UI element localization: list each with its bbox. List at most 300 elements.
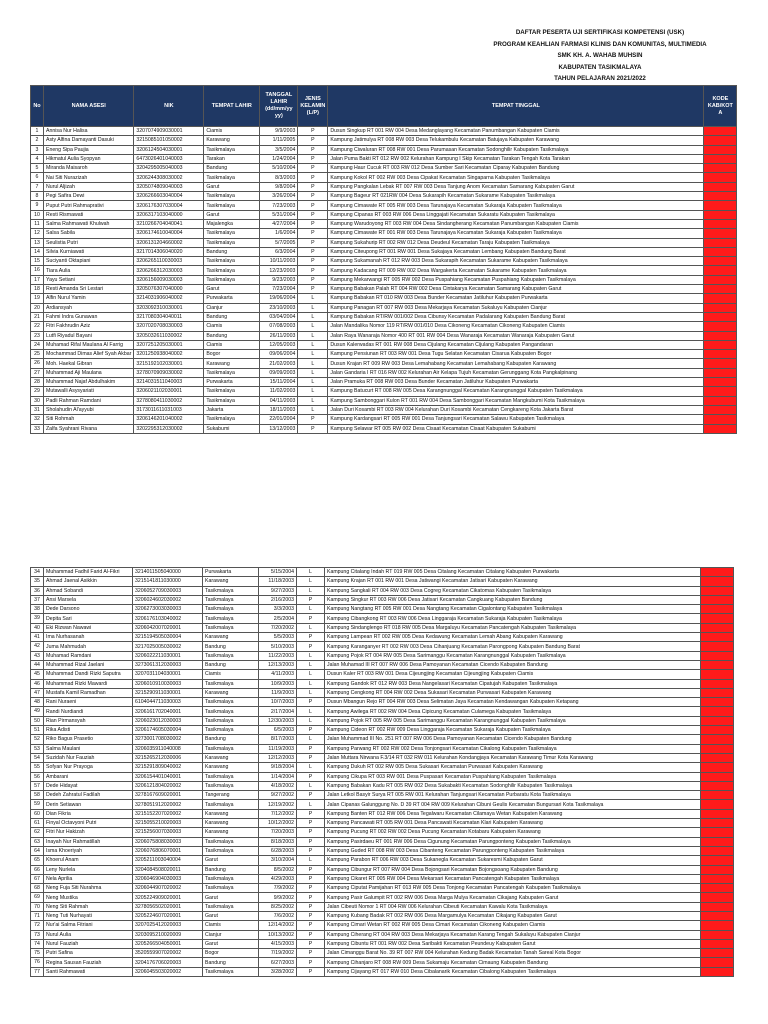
table-row <box>31 424 737 433</box>
cell-jenis-kelamin: P <box>297 772 325 781</box>
cell-no: 14 <box>31 247 44 256</box>
cell-tempat-tinggal: Dusun Mbangun Rejo RT 004 RW 003 Desa Selimatan Jaya Kecamatan Kendawangan Kabupaten Ketapang <box>325 698 701 707</box>
table-row <box>31 173 737 182</box>
table-row <box>31 967 734 976</box>
cell-tempat-tinggal: Kampung Cimari Wetan RT 002 RW 005 Desa Cimari Kecamatan Cikoneng Kabupaten Ciamis <box>325 921 701 930</box>
cell-tempat-lahir: Tasikmalaya <box>203 846 259 855</box>
cell-no: 52 <box>31 735 44 744</box>
cell-nik: 3207251205030001 <box>134 340 204 349</box>
cell-tempat-tinggal: Jalan Muhamad III RT 007 RW 006 Desa Pamoyanan Kecamatan Cicendo Kabupaten Bandung <box>325 660 701 669</box>
cell-nik: 3205211003040004 <box>133 856 203 865</box>
cell-no: 11 <box>31 219 44 228</box>
cell-no: 36 <box>31 586 44 595</box>
cell-tempat-lahir: Karawang <box>203 688 259 697</box>
cell-tanggal-lahir: 26/11/2003 <box>260 331 298 340</box>
cell-nik: 3206146201040002 <box>134 415 204 424</box>
cell-tempat-lahir: Bandung <box>203 735 259 744</box>
participants-table-2 <box>30 567 734 977</box>
cell-no: 51 <box>31 726 44 735</box>
cell-nama: Isma Khoeriyah <box>44 846 133 855</box>
cell-nama: Pegi Safira Dewi <box>44 192 134 201</box>
cell-no: 38 <box>31 605 44 614</box>
table-row <box>31 939 734 948</box>
cell-nama: Padli Rahman Ramdani <box>44 396 134 405</box>
table-row <box>31 949 734 958</box>
table-row <box>31 340 737 349</box>
cell-kode <box>704 378 737 387</box>
cell-tanggal-lahir: 9/9/2002 <box>259 893 297 902</box>
cell-nama: Rika Adisti <box>44 726 133 735</box>
cell-nik: 3206317103040000 <box>134 210 204 219</box>
cell-nik: 3207074909030001 <box>134 127 204 136</box>
cell-kode <box>701 595 734 604</box>
cell-tanggal-lahir: 3/10/2004 <box>259 856 297 865</box>
cell-jenis-kelamin: P <box>297 921 325 930</box>
cell-tempat-tinggal: Dusun Kalerwadas RT 001 RW 008 Desa Cijulang Kecamatan Cijulang Kabupaten Pangandaran <box>328 340 704 349</box>
cell-tempat-tinggal: Kampung Parwang RT 002 RW 002 Desa Tonjongsari Kecamatan Cikalong Kabupaten Tasikmalaya <box>325 744 701 753</box>
cell-tempat-tinggal: Kampung Cibungur RT 007 RW 004 Desa Bojongsari Kecamatan Bojongsoang Kabupaten Bandung <box>325 865 701 874</box>
cell-tempat-lahir: Ciamis <box>204 340 260 349</box>
cell-kode <box>704 368 737 377</box>
cell-nik: 3173011611031003 <box>134 405 204 414</box>
cell-kode <box>704 387 737 396</box>
cell-jenis-kelamin: L <box>297 660 325 669</box>
cell-kode <box>701 930 734 939</box>
cell-no: 73 <box>31 930 44 939</box>
cell-no: 67 <box>31 874 44 883</box>
cell-jenis-kelamin: L <box>298 350 328 359</box>
cell-no: 61 <box>31 819 44 828</box>
cell-no: 71 <box>31 911 44 920</box>
cell-kode <box>704 257 737 266</box>
cell-nik: 3520559907020002 <box>133 949 203 958</box>
cell-tanggal-lahir: 8/5/2002 <box>259 865 297 874</box>
cell-tempat-lahir: Tasikmalaya <box>204 266 260 275</box>
cell-nama: Ahmad Jaenal Asikkin <box>44 577 133 586</box>
cell-tanggal-lahir: 15/11/2004 <box>260 378 298 387</box>
cell-tempat-lahir: Garut <box>204 182 260 191</box>
cell-tanggal-lahir: 5/15/2004 <box>259 568 297 577</box>
cell-tempat-tinggal: Kampung Bageur RT 021RW 004 Desa Sukarapih Kecamatan Sukarame Kabupaten Tasikmalaya <box>328 192 704 201</box>
cell-tempat-lahir: Tasikmalaya <box>203 623 259 632</box>
cell-kode <box>701 856 734 865</box>
table-row <box>31 605 734 614</box>
cell-jenis-kelamin: L <box>297 651 325 660</box>
cell-tempat-tinggal: Kampung Citeupong RT 001 RW 001 Desa Sukajaya Kecamatan Lembang Kabupaten Bandung Barat <box>328 247 704 256</box>
cell-tempat-tinggal: Kampung Gandok RT 012 RW 003 Desa Nangelasari Kecamatan Cipatujah Kabupaten Tasikmalaya <box>325 679 701 688</box>
cell-kode <box>704 201 737 210</box>
cell-kode <box>701 846 734 855</box>
cell-no: 40 <box>31 623 44 632</box>
table-row <box>31 568 734 577</box>
col-jenis-kelamin: JENIS KELAMIN (L/P) <box>298 86 328 127</box>
cell-kode <box>701 633 734 642</box>
cell-jenis-kelamin: P <box>298 415 328 424</box>
cell-nik: 3207025412020003 <box>133 921 203 930</box>
cell-nama: Nurul Aljizah <box>44 182 134 191</box>
cell-kode <box>701 586 734 595</box>
cell-nama: Ansi Marsela <box>44 595 133 604</box>
cell-no: 45 <box>31 670 44 679</box>
cell-nik: 3273061312030003 <box>133 660 203 669</box>
cell-tempat-tinggal: Jalan Cimanggu Barat No. 39 RT 007 RW 004 Kelurahan Kedung Badak Kecamatan Tanah Sareal Kota Bogor <box>325 949 701 958</box>
cell-nik: 3206131204660002 <box>134 238 204 247</box>
cell-tempat-tinggal: Jalan Gandaria I RT 016 RW 002 Kelurahan Air Kelapa Tujuh Kecamatan Gerunggang Kota Pangkalpinang <box>328 368 704 377</box>
cell-tempat-tinggal: Kampung Pangkalan Lebak RT 007 RW 003 Desa Tanjung Anom Kecamatan Samarang Kabupaten Garut <box>328 182 704 191</box>
cell-jenis-kelamin: L <box>297 586 325 595</box>
cell-tempat-tinggal: Jalan Muttara Nirwana F.3/14 RT 032 RW 011 Kelurahan Kondangjaya Kecamatan Karawang Timur Kota Karawang <box>325 753 701 762</box>
cell-tempat-tinggal: Kampung Sangkali RT 004 RW 003 Desa Cogreg Kecamatan Cikatomas Kabupaten Tasikmalaya <box>325 586 701 595</box>
cell-no: 68 <box>31 884 44 893</box>
cell-nik: 3210266704040041 <box>134 219 204 228</box>
table-row <box>31 595 734 604</box>
cell-jenis-kelamin: P <box>298 247 328 256</box>
cell-no: 17 <box>31 275 44 284</box>
cell-tempat-tinggal: Kampung Haur Cucuk RT 003 RW 012 Desa Sumber Sari Kecamatan Ciparay Kabupaten Bandung <box>328 164 704 173</box>
cell-tempat-lahir: Cianjur <box>204 303 260 312</box>
cell-tempat-tinggal: Jalan Puma Bakti RT 012 RW 002 Kelurahan Kampung I Skip Kecamatan Tarakan Tengah Kota Tarakan <box>328 154 704 163</box>
cell-nik: 3204084508020011 <box>133 865 203 874</box>
cell-tempat-lahir: Cianjur <box>203 930 259 939</box>
cell-tanggal-lahir: 6/27/2003 <box>259 958 297 967</box>
cell-nik: 3202295312030002 <box>134 424 204 433</box>
cell-tanggal-lahir: 8/3/2003 <box>260 173 298 182</box>
cell-jenis-kelamin: P <box>297 753 325 762</box>
cell-tempat-lahir: Sukabumi <box>204 424 260 433</box>
cell-tanggal-lahir: 12/23/2003 <box>260 266 298 275</box>
cell-nik: 3206076806070001 <box>133 846 203 855</box>
cell-no: 13 <box>31 238 44 247</box>
cell-no: 57 <box>31 781 44 790</box>
header-line-1: DAFTAR PESERTA UJI SERTIFIKASI KOMPETENSI (USK) <box>515 29 685 36</box>
cell-tempat-lahir: Tasikmalaya <box>203 800 259 809</box>
cell-nik: 3205224909020001 <box>133 893 203 902</box>
table-row <box>31 837 734 846</box>
cell-tanggal-lahir: 1/24/2004 <box>260 154 298 163</box>
cell-kode <box>704 127 737 136</box>
cell-jenis-kelamin: L <box>298 396 328 405</box>
table-row <box>31 753 734 762</box>
cell-tempat-tinggal: Kampung Singkur RT 003 RW 006 Desa Jatisari Kecamatan Cangkuang Kabupaten Bandung <box>325 595 701 604</box>
cell-kode <box>704 405 737 414</box>
cell-jenis-kelamin: P <box>297 698 325 707</box>
cell-nama: Leny Nurlela <box>44 865 133 874</box>
cell-no: 10 <box>31 210 44 219</box>
cell-jenis-kelamin: P <box>297 744 325 753</box>
cell-tanggal-lahir: 12/05/2003 <box>260 340 298 349</box>
cell-no: 39 <box>31 614 44 623</box>
cell-tempat-lahir: Garut <box>204 285 260 294</box>
cell-jenis-kelamin: L <box>297 679 325 688</box>
cell-jenis-kelamin: P <box>298 424 328 433</box>
cell-tanggal-lahir: 10/12/2002 <box>259 819 297 828</box>
cell-tanggal-lahir: 4/29/2003 <box>259 874 297 883</box>
cell-jenis-kelamin: P <box>298 173 328 182</box>
cell-kode <box>704 396 737 405</box>
cell-no: 69 <box>31 893 44 902</box>
table-row <box>31 577 734 586</box>
cell-tempat-lahir: Tasikmalaya <box>204 173 260 182</box>
table-row <box>31 127 737 136</box>
cell-jenis-kelamin: L <box>297 763 325 772</box>
participants-table-1 <box>30 85 737 434</box>
cell-nik: 6104044711030003 <box>133 698 203 707</box>
cell-jenis-kelamin: L <box>298 331 328 340</box>
cell-no: 43 <box>31 651 44 660</box>
cell-no: 26 <box>31 359 44 368</box>
table-row <box>31 396 737 405</box>
cell-nik: 3206244308030002 <box>134 173 204 182</box>
cell-tempat-tinggal: Kampung Sukahurip RT 002 RW 012 Desa Deudeul Kecamatan Taraju Kabupaten Tasikmalaya <box>328 238 704 247</box>
cell-tempat-lahir: Tarakan <box>204 154 260 163</box>
cell-tempat-lahir: Bandung <box>203 660 259 669</box>
cell-no: 12 <box>31 229 44 238</box>
cell-no: 76 <box>31 958 44 967</box>
cell-tanggal-lahir: 7/23/2003 <box>260 201 298 210</box>
cell-nik: 3217080304040011 <box>134 312 204 321</box>
cell-tanggal-lahir: 9/8/2004 <box>260 182 298 191</box>
table-row <box>31 312 737 321</box>
cell-nama: Nai Siti Nurazizah <box>44 173 134 182</box>
cell-nik: 3205224607020001 <box>133 911 203 920</box>
table-row <box>31 247 737 256</box>
cell-nik: 3215256007030003 <box>133 828 203 837</box>
cell-tempat-tinggal: Kampung Cibangkong RT 003 RW 006 Desa Linggaraja Kecamatan Sukaraja Kabupaten Tasikmalaya <box>325 614 701 623</box>
cell-nik: 3203095210020009 <box>133 930 203 939</box>
cell-tempat-tinggal: Kampung Guded RT 008 RW 003 Desa Cibanteng Kecamatan Parungponteng Kabupaten Tasikmalaya <box>325 846 701 855</box>
table-row <box>31 238 737 247</box>
cell-no: 47 <box>31 688 44 697</box>
cell-tempat-tinggal: Jalan Mandalika Nomor 119 RT/RW 001/010 Desa Cikoneng Kecamatan Cikoneng Kabupaten Ciamis <box>328 322 704 331</box>
cell-kode <box>701 568 734 577</box>
cell-tempat-tinggal: Kampung Warudoyong RT 003 RW 004 Desa Sindangherang Kecamatan Panumbangan Kabupaten Ciamis <box>328 219 704 228</box>
cell-tanggal-lahir: 7/23/2004 <box>260 285 298 294</box>
cell-tanggal-lahir: 11/19/2003 <box>259 744 297 753</box>
cell-tanggal-lahir: 18/11/2003 <box>260 405 298 414</box>
cell-tempat-lahir: Tasikmalaya <box>204 257 260 266</box>
cell-nik: 3278070909030002 <box>134 368 204 377</box>
cell-nama: Dedeh Zahratul Fadilah <box>44 791 133 800</box>
cell-tempat-tinggal: Kampung Dukuh RT 002 RW 005 Desa Sukasari Kecamatan Purwasari Kabupaten Karawang <box>325 763 701 772</box>
cell-tanggal-lahir: 3/26/2004 <box>260 192 298 201</box>
cell-kode <box>704 285 737 294</box>
cell-tempat-tinggal: Kampung Cideon RT 002 RW 009 Desa Linggaraja Kecamatan Sukaraja Kabupaten Tasikmalaya <box>325 726 701 735</box>
cell-tempat-lahir: Garut <box>203 939 259 948</box>
cell-tempat-tinggal: Jalan Duri Kosambi RT 003 RW 004 Kelurahan Duri Kosambi Kecamatan Cengkareng Kota Jakarta Barat <box>328 405 704 414</box>
cell-tempat-lahir: Tasikmalaya <box>203 586 259 595</box>
cell-jenis-kelamin: L <box>297 781 325 790</box>
cell-no: 53 <box>31 744 44 753</box>
cell-tempat-lahir: Karawang <box>203 819 259 828</box>
cell-nama: Neng Fuja Siti Nurahma <box>44 884 133 893</box>
cell-no: 7 <box>31 182 44 191</box>
cell-jenis-kelamin: P <box>297 846 325 855</box>
cell-tanggal-lahir: 9/23/2003 <box>260 275 298 284</box>
cell-nik: 3215085101050002 <box>134 136 204 145</box>
cell-kode <box>704 238 737 247</box>
cell-tempat-tinggal: Kampung Cipanas RT 003 RW 006 Desa Linggajati Kecamatan Sukaratu Kabupaten Tasikmalaya <box>328 210 704 219</box>
cell-tanggal-lahir: 11/18/2003 <box>259 577 297 586</box>
cell-nama: Fahmi Indra Gunawan <box>44 312 134 321</box>
table-row <box>31 846 734 855</box>
cell-kode <box>704 136 737 145</box>
cell-tanggal-lahir: 09/09/2003 <box>260 368 298 377</box>
cell-nama: Fitri Fakhrudin Aziz <box>44 322 134 331</box>
cell-tanggal-lahir: 21/02/2003 <box>260 359 298 368</box>
header-line-5: TAHUN PELAJARAN 2021/2022 <box>554 75 646 83</box>
cell-nama: Ahmad Sobandi <box>44 586 133 595</box>
cell-kode <box>701 642 734 651</box>
cell-kode <box>701 688 734 697</box>
cell-nik: 3215141811030000 <box>133 577 203 586</box>
col-tempat-tinggal: TEMPAT TINGGAL <box>328 86 704 127</box>
cell-kode <box>704 145 737 154</box>
cell-nik: 3215194505030004 <box>133 633 203 642</box>
cell-jenis-kelamin: P <box>297 633 325 642</box>
cell-kode <box>701 726 734 735</box>
cell-nama: Dian Fikria <box>44 809 133 818</box>
table-row <box>31 735 734 744</box>
table-body-1 <box>31 127 737 434</box>
cell-tempat-tinggal: Kampung Babakan RT/RW 001/002 Desa Cibunsy Kecamatan Padalarang Kabupaten Bandung Barat <box>328 312 704 321</box>
cell-no: 65 <box>31 856 44 865</box>
cell-tempat-lahir: Karawang <box>204 136 260 145</box>
table-row <box>31 809 734 818</box>
cell-kode <box>704 331 737 340</box>
cell-tempat-lahir: Purwakarta <box>204 294 260 303</box>
cell-no: 54 <box>31 753 44 762</box>
cell-nik: 3206021102030001 <box>134 387 204 396</box>
cell-no: 21 <box>31 312 44 321</box>
cell-tempat-lahir: Tasikmalaya <box>203 781 259 790</box>
cell-tanggal-lahir: 6/5/2003 <box>259 726 297 735</box>
cell-jenis-kelamin: P <box>297 949 325 958</box>
cell-kode <box>701 800 734 809</box>
cell-nama: Derin Setiawan <box>44 800 133 809</box>
cell-nama: Riko Bagus Prasetio <box>44 735 133 744</box>
cell-tanggal-lahir: 12/13/2003 <box>259 660 297 669</box>
cell-jenis-kelamin: P <box>297 930 325 939</box>
table-row <box>31 911 734 920</box>
cell-jenis-kelamin: L <box>298 387 328 396</box>
cell-kode <box>701 865 734 874</box>
cell-jenis-kelamin: P <box>297 958 325 967</box>
table-row <box>31 716 734 725</box>
cell-nama: Tiara Aulia <box>44 266 134 275</box>
cell-jenis-kelamin: P <box>298 275 328 284</box>
cell-tempat-tinggal: Kampung Ciwaluran RT 008 RW 001 Desa Parumasan Kecamatan Sodonghilir Kabupaten Tasikmalaya <box>328 145 704 154</box>
cell-tempat-lahir: Tasikmalaya <box>203 772 259 781</box>
cell-kode <box>701 902 734 911</box>
cell-jenis-kelamin: P <box>297 614 325 623</box>
table-row <box>31 726 734 735</box>
cell-tempat-tinggal: Kampung Cijayang RT 017 RW 010 Desa Cibalanarik Kecamatan Cibalong Kabupaten Tasikmalaya <box>325 967 701 976</box>
cell-jenis-kelamin: L <box>298 312 328 321</box>
cell-kode <box>704 322 737 331</box>
cell-jenis-kelamin: P <box>297 828 325 837</box>
cell-nama: Salma Maulani <box>44 744 133 753</box>
cell-tanggal-lahir: 10/13/2002 <box>259 930 297 939</box>
cell-nama: Nurul Aulia <box>44 930 133 939</box>
col-nama: NAMA ASESI <box>44 86 134 127</box>
cell-tanggal-lahir: 11/9/2003 <box>259 688 297 697</box>
table-row <box>31 275 737 284</box>
cell-nik: 3206161702040001 <box>133 707 203 716</box>
cell-tanggal-lahir: 7/20/2002 <box>259 623 297 632</box>
table-row <box>31 958 734 967</box>
cell-nama: Salsa Sabila <box>44 229 134 238</box>
cell-jenis-kelamin: P <box>297 911 325 920</box>
cell-kode <box>701 670 734 679</box>
table-row <box>31 266 737 275</box>
cell-tempat-tinggal: Kampung Lampean RT 002 RW 005 Desa Kedawung Kecamatan Lemah Abang Kabupaten Karawang <box>325 633 701 642</box>
cell-no: 59 <box>31 800 44 809</box>
cell-nama: Inayah Nur Rahmatillah <box>44 837 133 846</box>
table-row <box>31 800 734 809</box>
cell-nama: Santi Rahmawati <box>44 967 133 976</box>
cell-tanggal-lahir: 8/25/2002 <box>259 902 297 911</box>
cell-nik: 3278056502020001 <box>133 902 203 911</box>
cell-nama: Eki Rizwan Nawawi <box>44 623 133 632</box>
cell-nama: Ardiansyah <box>44 303 134 312</box>
cell-tempat-tinggal: Kampung Cimawate RT 001 RW 003 Desa Tarunajaya Kecamatan Sukaraja Kabupaten Tasikmalaya <box>328 229 704 238</box>
cell-nama: Nur'ai Salma Fitriani <box>44 921 133 930</box>
cell-tempat-tinggal: Kampung Sindanglengo RT 018 RW 005 Desa Margaluyu Kecamatan Pancatengah Kabupaten Tasikmalaya <box>325 623 701 632</box>
cell-nama: Sofyan Nur Prayoga <box>44 763 133 772</box>
table-row <box>31 164 737 173</box>
cell-tanggal-lahir: 23/10/2003 <box>260 303 298 312</box>
cell-tanggal-lahir: 8/18/2003 <box>259 837 297 846</box>
cell-no: 50 <box>31 716 44 725</box>
cell-tempat-tinggal: Jalan Pramuka RT 008 RW 003 Desa Bunder Kecamatan Jatiluhur Kabupaten Purwakarta <box>328 378 704 387</box>
table-row <box>31 884 734 893</box>
cell-kode <box>704 294 737 303</box>
cell-tempat-lahir: Tasikmalaya <box>203 967 259 976</box>
cell-tempat-lahir: Tasikmalaya <box>203 605 259 614</box>
cell-tanggal-lahir: 22/01/2004 <box>260 415 298 424</box>
table-row <box>31 902 734 911</box>
cell-nama: Silvia Kurniawati <box>44 247 134 256</box>
table-row <box>31 660 734 669</box>
cell-kode <box>701 837 734 846</box>
table-row <box>31 688 734 697</box>
cell-tempat-lahir: Tasikmalaya <box>203 884 259 893</box>
cell-tempat-lahir: Karawang <box>204 359 260 368</box>
cell-tanggal-lahir: 13/12/2003 <box>260 424 298 433</box>
cell-jenis-kelamin: P <box>298 229 328 238</box>
cell-kode <box>704 192 737 201</box>
cell-tanggal-lahir: 5/7/2005 <box>260 238 298 247</box>
cell-tempat-tinggal: Kampung Jatimulya RT 008 RW 003 Desa Telukambulu Kecamatan Batujaya Kabupaten Karawang <box>328 136 704 145</box>
cell-no: 63 <box>31 837 44 846</box>
cell-nik: 3215290911030001 <box>133 688 203 697</box>
cell-tanggal-lahir: 12/14/2002 <box>259 921 297 930</box>
cell-nama: Finyal Octavyoni Putri <box>44 819 133 828</box>
cell-tempat-tinggal: Kampung Banten RT 012 RW 006 Desa Tegalwaru Kecamatan Cilamaya Wetan Kabupaten Karawang <box>325 809 701 818</box>
cell-no: 24 <box>31 340 44 349</box>
cell-tempat-lahir: Tasikmalaya <box>203 874 259 883</box>
cell-tempat-lahir: Garut <box>203 893 259 902</box>
cell-tanggal-lahir: 4/15/2003 <box>259 939 297 948</box>
cell-no: 20 <box>31 303 44 312</box>
cell-nama: Siti Rohmah <box>44 415 134 424</box>
col-kode: KODE KAB/KOT A <box>704 86 737 127</box>
cell-tempat-lahir: Tasikmalaya <box>203 716 259 725</box>
cell-kode <box>701 716 734 725</box>
table-row <box>31 303 737 312</box>
cell-nama: Suzidah Nur Fauziah <box>44 753 133 762</box>
cell-jenis-kelamin: P <box>298 257 328 266</box>
